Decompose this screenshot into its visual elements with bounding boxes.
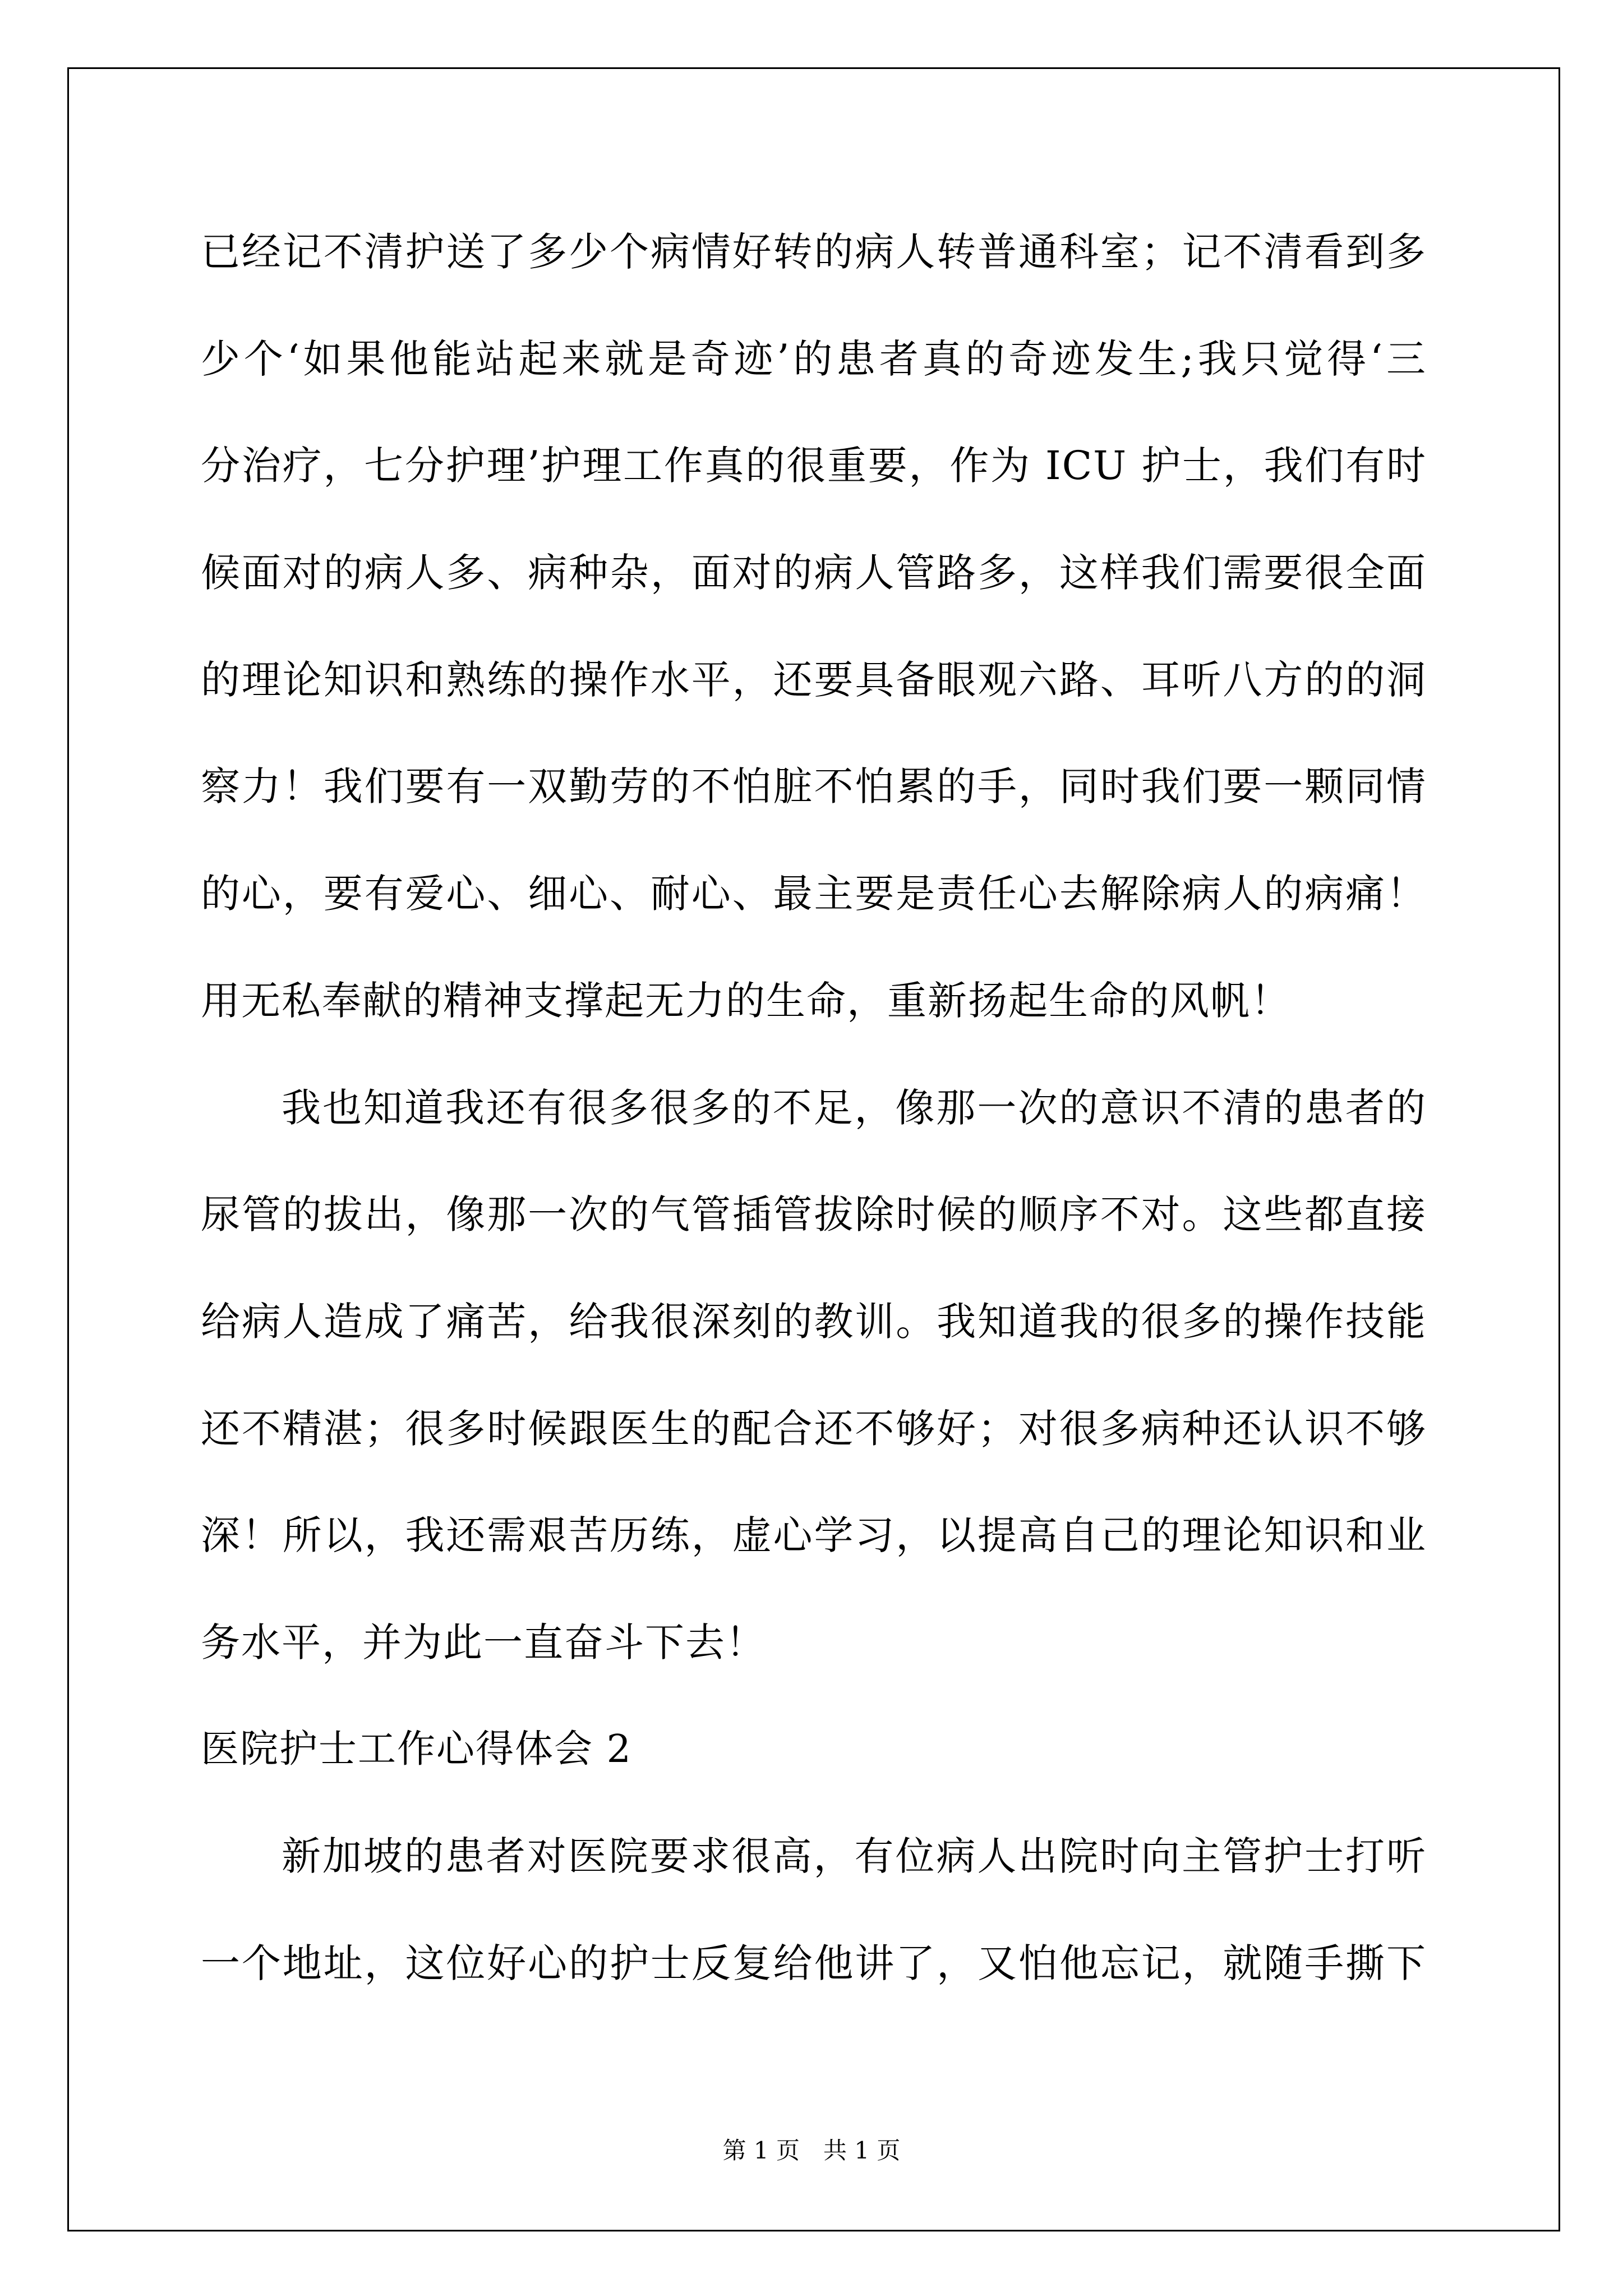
- page-number-footer: 第 1 页 共 1 页: [722, 2137, 901, 2164]
- paragraph-2: [201, 1055, 1427, 1696]
- paragraph-1: [201, 199, 1427, 1055]
- text-line: 务水平，并为此一直奋斗下去！: [201, 1619, 766, 1665]
- text-line: 的心，要有爱心、细心、耐心、最主要是责任心去解除病人的病痛！: [201, 871, 1427, 917]
- text-line: 的理论知识和熟练的操作水平，还要具备眼观六路、耳听八方的的洞: [201, 656, 1427, 703]
- text-line: 察力！我们要有一双勤劳的不怕脏不怕累的手，同时我们要一颗同情: [201, 763, 1427, 810]
- text-line: 给病人造成了痛苦，给我很深刻的教训。我知道我的很多的操作技能: [201, 1298, 1427, 1345]
- text-line: 我也知道我还有很多很多的不足，像那一次的意识不清的患者的: [282, 1084, 1427, 1131]
- section-heading: 医院护士工作心得体会 2: [201, 1727, 632, 1772]
- text-line: 一个地址，这位好心的护士反复给他讲了，又怕他忘记，就随手撕下: [201, 1940, 1427, 1986]
- text-line: 用无私奉献的精神支撑起无力的生命，重新扬起生命的风帆！: [201, 977, 1291, 1024]
- text-line: 少个‘如果他能站起来就是奇迹’的患者真的奇迹发生;我只觉得‘三: [201, 335, 1427, 382]
- text-line: 还不精湛；很多时候跟医生的配合还不够好；对很多病种还认识不够: [201, 1405, 1427, 1452]
- text-line: 分治疗，七分护理’护理工作真的很重要，作为 ICU 护士，我们有时: [201, 443, 1427, 489]
- text-line: 深！所以，我还需艰苦历练，虚心学习，以提高自己的理论知识和业: [201, 1512, 1427, 1559]
- text-line: 尿管的拔出，像那一次的气管插管拔除时候的顺序不对。这些都直接: [201, 1191, 1427, 1238]
- paragraph-3: [201, 1803, 1427, 2017]
- text-line: 新加坡的患者对医院要求很高，有位病人出院时向主管护士打听: [282, 1833, 1427, 1880]
- text-line: 已经记不清护送了多少个病情好转的病人转普通科室；记不清看到多: [201, 229, 1427, 275]
- document-body: [201, 199, 1427, 2017]
- text-line: 候面对的病人多、病种杂，面对的病人管路多，这样我们需要很全面: [201, 550, 1427, 596]
